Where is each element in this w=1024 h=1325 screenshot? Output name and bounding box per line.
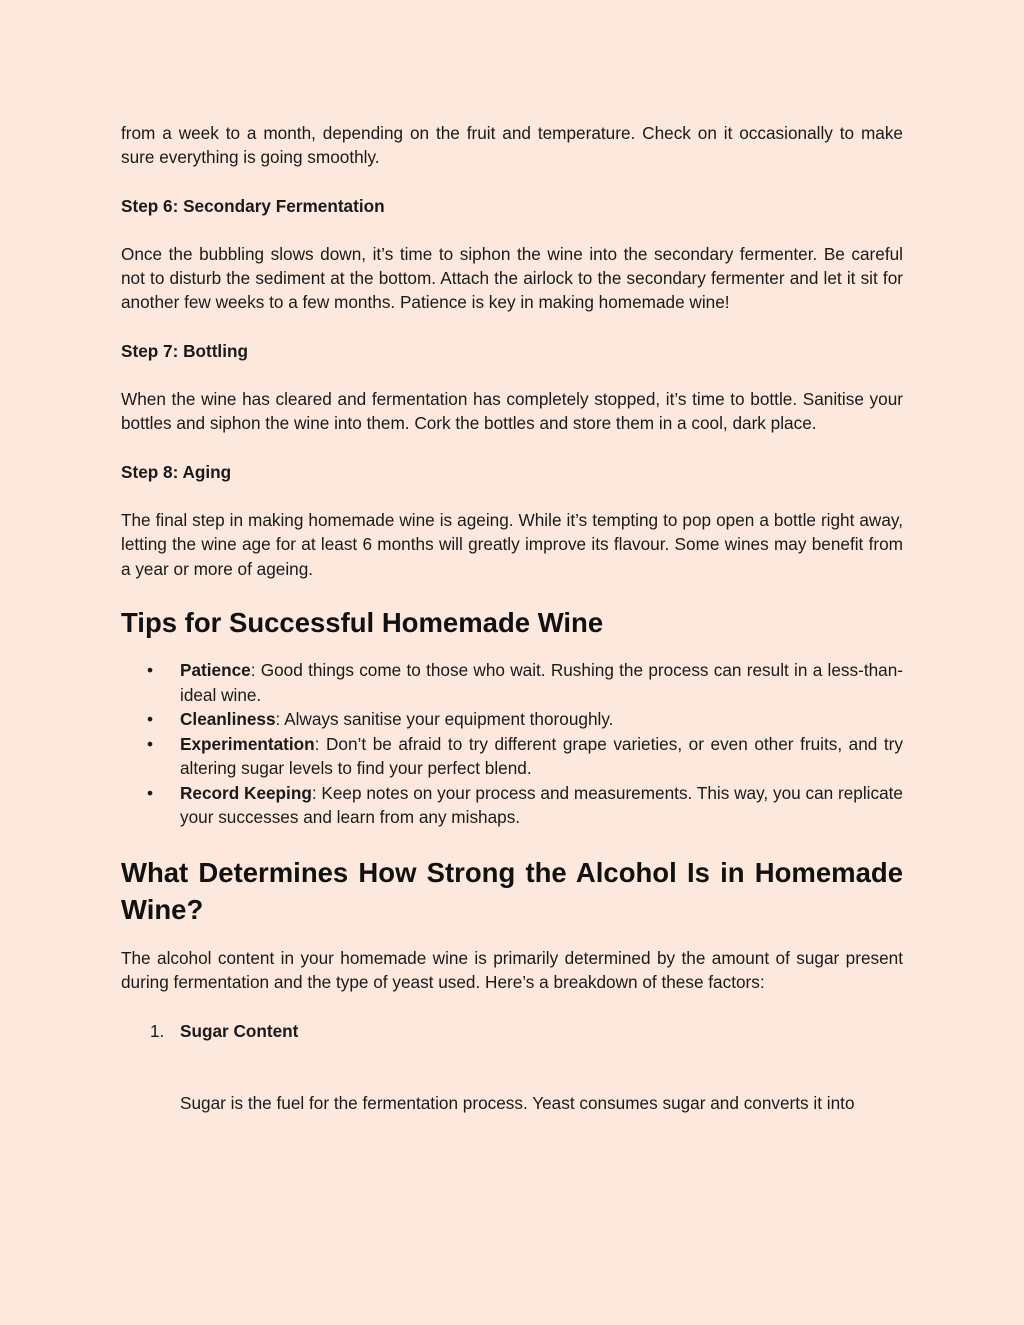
tip-text: : Don’t be afraid to try different grape varieties, or even other fruits, and try altering sugar levels to find your perfect blend. — [180, 733, 903, 779]
tip-record-keeping — [121, 781, 903, 830]
step-8-text: The final step in making homemade wine is ageing. While it’s tempting to pop open a bottle right away, letting the wine age for at least 6 months will greatly improve its flavour. Some wines may benefit from a year or more of ageing. — [121, 509, 903, 579]
tip-term: Patience — [180, 660, 251, 681]
alcohol-heading: What Determines How Strong the Alcohol Is in Homemade Wine? — [121, 856, 903, 925]
tip-text: : Always sanitise your equipment thoroughly. — [275, 709, 614, 730]
tip-experimentation — [121, 732, 903, 781]
step-7-text: When the wine has cleared and fermentation has completely stopped, it’s time to bottle. Sanitise your bottles and siphon the wine into them. Cork the bottles and store them in a cool, dark place. — [121, 389, 903, 434]
sugar-paragraph: Sugar is the fuel for the fermentation process. Yeast consumes sugar and converts it into — [180, 1093, 855, 1114]
tip-term: Record Keeping — [180, 782, 312, 803]
factors-list — [121, 1019, 903, 1044]
list-number: 1. — [150, 1020, 165, 1041]
tips-heading: Tips for Successful Homemade Wine — [121, 606, 604, 638]
bullet-icon: • — [147, 660, 154, 681]
step-6-heading: Step 6: Secondary Fermentation — [121, 195, 385, 216]
tips-list — [121, 658, 903, 830]
factor-label: Sugar Content — [180, 1020, 299, 1041]
tip-term: Experimentation — [180, 733, 315, 754]
tip-text: : Good things come to those who wait. Rushing the process can result in a less-than-ideal wine. — [180, 660, 903, 705]
bullet-icon: • — [147, 733, 154, 754]
tip-patience — [121, 658, 903, 707]
tip-cleanliness — [121, 707, 903, 732]
bullet-icon: • — [147, 782, 154, 803]
intro-paragraph: from a week to a month, depending on the fruit and temperature. Check on it occasionally to make sure everything is going smoothly. — [121, 123, 903, 168]
tip-text: : Keep notes on your process and measurements. This way, you can replicate your successes and learn from any mishaps. — [180, 782, 903, 828]
tip-term: Cleanliness — [180, 709, 276, 730]
step-7-heading: Step 7: Bottling — [121, 340, 248, 361]
step-8-heading: Step 8: Aging — [121, 461, 232, 482]
document-content — [121, 121, 903, 1116]
factor-sugar-content — [121, 1019, 903, 1044]
step-6-text: Once the bubbling slows down, it’s time to siphon the wine into the secondary fermenter. Be careful not to disturb the sediment at the bottom. Attach the airlock to the secondary fermenter and let it sit for another few weeks to a few months. Patience is key in making homemade wine! — [121, 243, 903, 313]
bullet-icon: • — [147, 709, 154, 730]
alcohol-intro: The alcohol content in your homemade wine is primarily determined by the amount of sugar present during fermentation and the type of yeast used. Here’s a breakdown of these factors: — [121, 948, 903, 993]
